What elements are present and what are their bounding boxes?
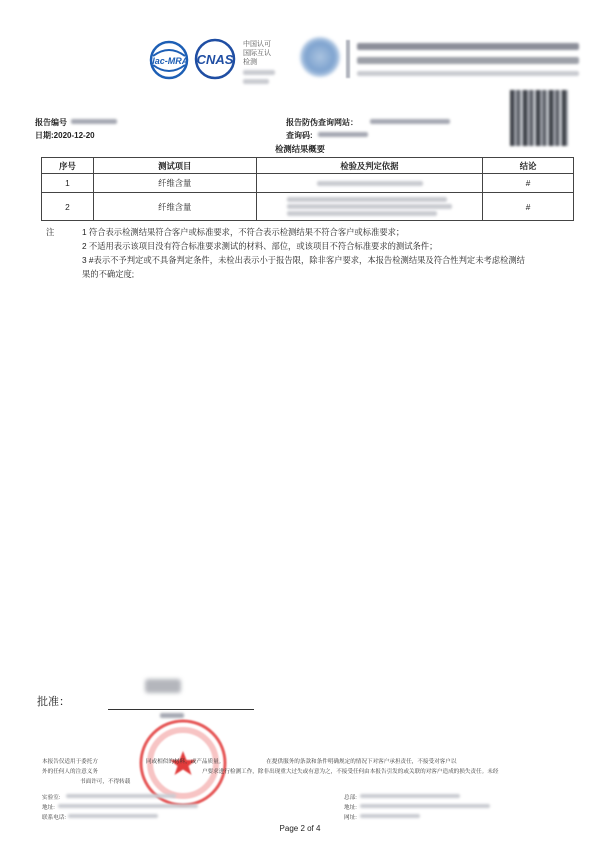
approval-label: 批准： (37, 696, 70, 708)
redacted-company-name-cn (357, 43, 579, 50)
table-header-row (42, 158, 574, 174)
header-conclusion: 结论 (483, 158, 574, 174)
row-basis (256, 174, 483, 193)
mr-line-2: 国际互认 (243, 49, 271, 57)
cnas-text: CNAS (196, 52, 234, 67)
note-item-3-cont: 果的不确定度; (82, 269, 135, 279)
ilac-text: ilac-MRA (149, 56, 189, 66)
redacted-company-name-en (357, 71, 579, 76)
redacted-website (370, 119, 450, 124)
results-table (41, 157, 574, 221)
disclaimer-1b: 同或相似的材料，或产品质量。 (145, 759, 225, 765)
mutual-recognition-text (243, 40, 271, 67)
report-number-label: 报告编号 (35, 118, 67, 127)
lab-address-label: 地址: (42, 805, 55, 811)
company-emblem (300, 37, 340, 77)
row-conclusion: # (483, 174, 574, 193)
redacted-basis-2a (287, 197, 447, 202)
hq-label: 总部: (344, 795, 357, 801)
redacted-report-number (71, 119, 117, 124)
note-item-3: 3 #表示不予判定或不具备判定条件，未检出表示小于报告限，除非客户要求，本报告检测结果及符合性判定未考虑检测结 (82, 255, 525, 265)
qr-code (510, 90, 568, 146)
query-code-label: 查询码: (286, 131, 313, 140)
cnas-logo (191, 38, 239, 80)
row-no: 1 (42, 174, 94, 193)
report-date-value: 2020-12-20 (53, 131, 95, 140)
report-date (35, 130, 95, 141)
redacted-query-code (318, 132, 368, 137)
row-basis (256, 193, 483, 221)
redacted-hq (360, 794, 460, 798)
summary-title: 检测结果概要 (275, 144, 325, 154)
redacted-web (360, 814, 420, 818)
disclaimer-2b: 户要求进行检测工作，除非出现重大过失或有意为之，不接受任何由本报告引发的或关联的对客户造成的损失责任。未经 (201, 769, 499, 775)
table-row (42, 193, 574, 221)
disclaimer-1a: 本报告仅适用于委托方 (42, 759, 98, 765)
redacted-basis-2b (287, 204, 452, 209)
redacted-hq-address (360, 804, 490, 808)
note-item-2: 2 不适用表示该项目没有符合标准要求测试的材料、部位，或该项目不符合标准要求的测试条件； (82, 241, 438, 251)
row-item: 纤维含量 (93, 174, 256, 193)
disclaimer-1c: 在提供服务的条款和条件明确规定的情况下对客户承担责任，不接受对客户以 (266, 759, 457, 765)
mr-line-1: 中国认可 (243, 40, 271, 48)
disclaimer-line-3 (42, 777, 130, 787)
lab-label: 实验室: (42, 795, 61, 801)
notes-label: 注 (46, 227, 55, 237)
redacted-company-name-cn-2 (357, 57, 579, 64)
redacted-lab (66, 794, 176, 798)
disclaimer-line-1 (42, 757, 456, 767)
table-row (42, 174, 574, 193)
contact-label: 联系电话: (42, 815, 66, 821)
hq-address-label: 地址: (344, 805, 357, 811)
redacted-basis-1 (317, 181, 423, 186)
redacted-contact (68, 814, 158, 818)
disclaimer-2a: 外的任何人的注意义务 (42, 769, 98, 775)
redacted-basis-2c (287, 211, 437, 216)
approval-line (108, 709, 254, 710)
website-label: 报告防伪查询网站： (286, 118, 358, 127)
ilac-logo (147, 40, 191, 80)
header-item: 测试项目 (93, 158, 256, 174)
company-divider (346, 40, 350, 78)
redacted-cert-number-2 (243, 79, 269, 84)
disclaimer-3a: 书面许可，不得转载 (80, 779, 131, 785)
header-no: 序号 (42, 158, 94, 174)
mr-line-3: 检测 (243, 58, 257, 66)
page-indicator: Page 2 of 4 (279, 824, 321, 833)
row-conclusion: # (483, 193, 574, 221)
row-item: 纤维含量 (93, 193, 256, 221)
web-label: 网址: (344, 815, 357, 821)
signature (145, 679, 181, 693)
redacted-cert-number (243, 70, 275, 75)
report-date-label: 日期: (35, 131, 54, 140)
redacted-lab-address (58, 804, 198, 808)
note-item-1: 1 符合表示检测结果符合客户或标准要求，不符合表示检测结果不符合客户或标准要求； (82, 227, 405, 237)
disclaimer-line-2 (42, 767, 498, 777)
header-basis: 检验及判定依据 (256, 158, 483, 174)
row-no: 2 (42, 193, 94, 221)
